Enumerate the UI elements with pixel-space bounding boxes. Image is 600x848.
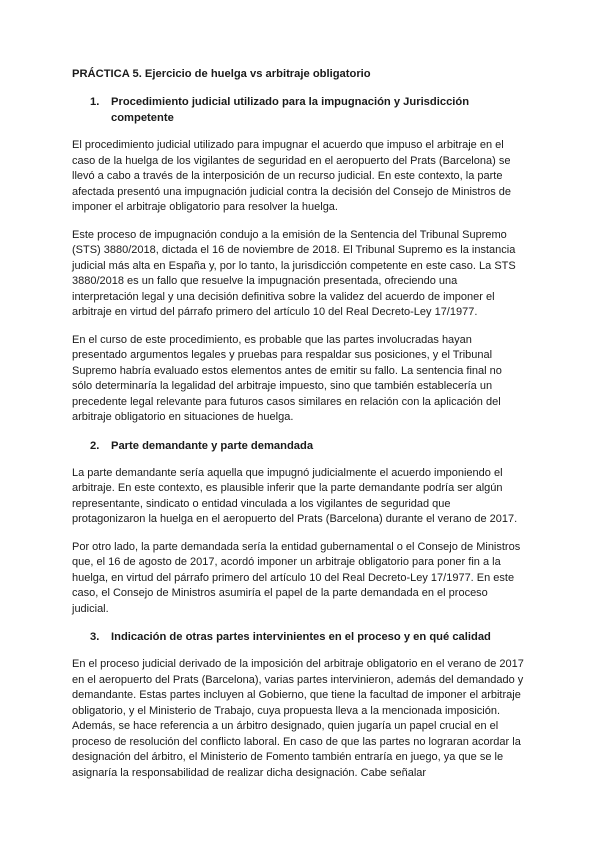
document-body — [72, 66, 524, 793]
paragraph: El procedimiento judicial utilizado para impugnar el acuerdo que impuso el arbitraje en el caso de la huelga de los vigilantes de seguridad en el aeropuerto del Prats (Barcelona) se llevó a cabo a través de la interposición de un recurso judicial. En este contexto, la parte afectada presentó una impugnación judicial contra la decisión del Consejo de Ministros de imponer el arbitraje obligatorio para resolver la huelga. — [72, 139, 512, 213]
section-title: Procedimiento judicial utilizado para la impugnación y Jurisdicción competente — [111, 96, 470, 124]
paragraph: Por otro lado, la parte demandada sería la entidad gubernamental o el Consejo de Ministros que, el 16 de agosto de 2017, acordó imponer un arbitraje obligatorio para poner fin a la huelga, en virtud del párrafo primero del artículo 10 del Real Decreto-Ley 17/1977. En este caso, el Consejo de Ministros asumiría el papel de la parte demandada en el proceso judicial. — [72, 540, 521, 615]
section-heading-3 — [72, 629, 524, 645]
section-number: 3. — [90, 631, 100, 643]
paragraph: Este proceso de impugnación condujo a la emisión de la Sentencia del Tribunal Supremo (STS) 3880/2018, dictada el 16 de noviembre de 2018. El Tribunal Supremo es la instancia judicial más alta en España y, por lo tanto, la jurisdicción competente en este caso. La STS 3880/2018 es un fallo que resuelve la impugnación presentada, ofreciendo una interpretación legal y una decisión definitiva sobre la validez del acuerdo de imponer el arbitraje en virtud del párrafo primero del artículo 10 del Real Decreto-Ley 17/1977. — [72, 228, 516, 318]
paragraph: En el curso de este procedimiento, es probable que las partes involucradas hayan presentado argumentos legales y pruebas para respaldar sus posiciones, y el Tribunal Supremo habría evaluado estos elementos antes de emitir su fallo. La sentencia final no sólo determinaría la legalidad del arbitraje impuesto, sino que también establecería un precedente legal relevante para futuros casos similares en relación con la aplicación del arbitraje obligatorio en situaciones de huelga. — [72, 333, 502, 423]
section-title: Indicación de otras partes intervinientes en el proceso y en qué calidad — [111, 631, 491, 643]
section-heading-1 — [72, 94, 524, 126]
section-title: Parte demandante y parte demandada — [111, 439, 314, 452]
paragraph: En el proceso judicial derivado de la imposición del arbitraje obligatorio en el verano de 2017 en el aeropuerto del Prats (Barcelona), varias partes intervinieron, además del demandado y demandante. Estas partes incluyen al Gobierno, que tiene la facultad de imponer el arbitraje obligatorio, y el Ministerio de Trabajo, cuya propuesta lleva a la mencionada imposición. Además, se hace referencia a un árbitro designado, quien jugaría un papel crucial en el proceso de resolución del conflicto laboral. En caso de que las partes no lograran acordar la designación del árbitro, el Ministerio de Fomento también entraría en juego, ya que se le asignaría la responsabilidad de realizar dicha designación. Cabe señalar — [72, 658, 524, 779]
paragraph: La parte demandante sería aquella que impugnó judicialmente el acuerdo imponiendo el arbitraje. En este contexto, es plausible inferir que la parte demandante podría ser algún representante, sindicato o entidad vinculada a los vigilantes de seguridad que protagonizaron la huelga en el aeropuerto del Prats (Barcelona) durante el verano de 2017. — [72, 466, 518, 525]
section-heading-2 — [72, 438, 524, 454]
section-number: 2. — [90, 439, 100, 452]
section-number: 1. — [90, 96, 100, 108]
document-title: PRÁCTICA 5. Ejercicio de huelga vs arbitraje obligatorio — [72, 68, 371, 80]
